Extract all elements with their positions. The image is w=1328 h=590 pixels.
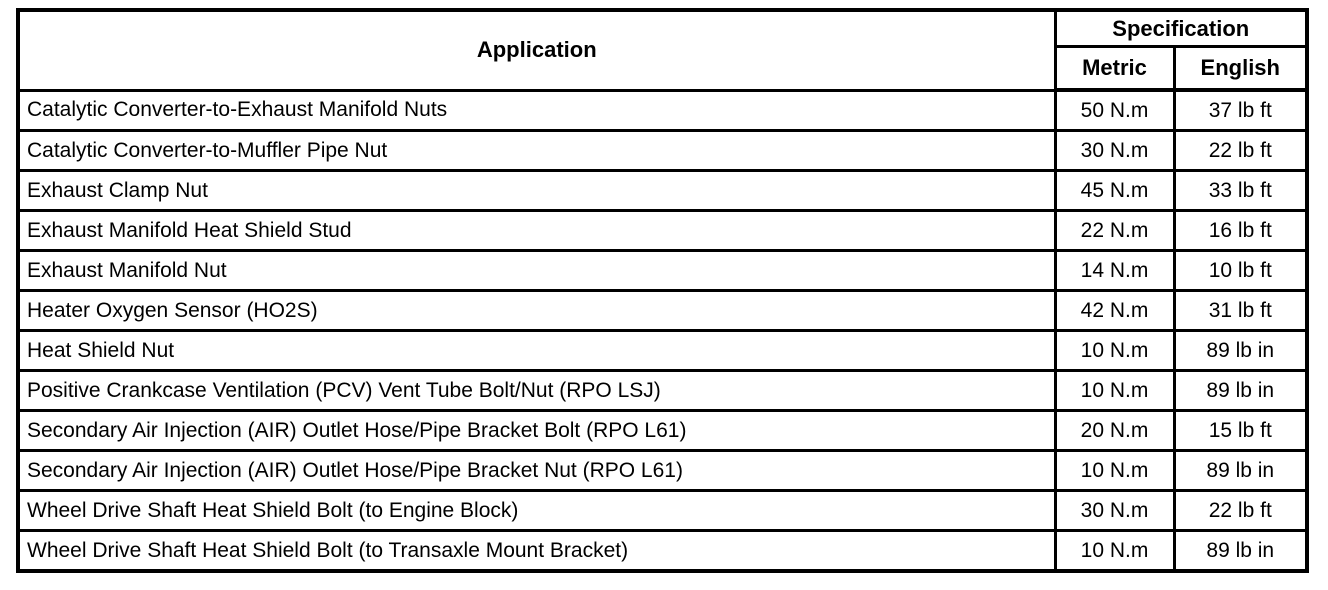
table-header <box>18 10 1307 90</box>
metric-value-cell: 42 N.m <box>1055 291 1174 331</box>
english-value-cell: 22 lb ft <box>1174 131 1307 171</box>
metric-value-cell: 22 N.m <box>1055 211 1174 251</box>
application-cell: Exhaust Manifold Heat Shield Stud <box>18 211 1055 251</box>
metric-value-cell: 10 N.m <box>1055 371 1174 411</box>
application-cell: Exhaust Manifold Nut <box>18 251 1055 291</box>
english-value-cell: 37 lb ft <box>1174 90 1307 131</box>
header-row-specification <box>18 10 1307 47</box>
metric-value-cell: 10 N.m <box>1055 531 1174 572</box>
table-row <box>18 291 1307 331</box>
table-row <box>18 211 1307 251</box>
english-value-cell: 89 lb in <box>1174 331 1307 371</box>
application-column-header: Application <box>18 10 1055 90</box>
application-cell: Heat Shield Nut <box>18 331 1055 371</box>
metric-value-cell: 10 N.m <box>1055 451 1174 491</box>
metric-value-cell: 10 N.m <box>1055 331 1174 371</box>
application-cell: Heater Oxygen Sensor (HO2S) <box>18 291 1055 331</box>
torque-specifications-table <box>16 8 1309 573</box>
table-row <box>18 331 1307 371</box>
table-row <box>18 131 1307 171</box>
metric-value-cell: 30 N.m <box>1055 491 1174 531</box>
english-value-cell: 22 lb ft <box>1174 491 1307 531</box>
metric-value-cell: 30 N.m <box>1055 131 1174 171</box>
table-row <box>18 171 1307 211</box>
english-value-cell: 10 lb ft <box>1174 251 1307 291</box>
application-cell: Exhaust Clamp Nut <box>18 171 1055 211</box>
metric-value-cell: 50 N.m <box>1055 90 1174 131</box>
english-value-cell: 33 lb ft <box>1174 171 1307 211</box>
table-row <box>18 371 1307 411</box>
english-column-header: English <box>1174 47 1307 91</box>
english-value-cell: 31 lb ft <box>1174 291 1307 331</box>
metric-column-header: Metric <box>1055 47 1174 91</box>
english-value-cell: 89 lb in <box>1174 451 1307 491</box>
table-row <box>18 451 1307 491</box>
application-cell: Positive Crankcase Ventilation (PCV) Vent Tube Bolt/Nut (RPO LSJ) <box>18 371 1055 411</box>
english-value-cell: 16 lb ft <box>1174 211 1307 251</box>
table-row <box>18 251 1307 291</box>
table-row <box>18 411 1307 451</box>
specification-column-group-header: Specification <box>1055 10 1307 47</box>
metric-value-cell: 20 N.m <box>1055 411 1174 451</box>
application-cell: Wheel Drive Shaft Heat Shield Bolt (to Engine Block) <box>18 491 1055 531</box>
application-cell: Secondary Air Injection (AIR) Outlet Hose/Pipe Bracket Bolt (RPO L61) <box>18 411 1055 451</box>
table-row <box>18 90 1307 131</box>
application-cell: Wheel Drive Shaft Heat Shield Bolt (to Transaxle Mount Bracket) <box>18 531 1055 572</box>
metric-value-cell: 14 N.m <box>1055 251 1174 291</box>
english-value-cell: 89 lb in <box>1174 371 1307 411</box>
table-row <box>18 531 1307 572</box>
table-row <box>18 491 1307 531</box>
metric-value-cell: 45 N.m <box>1055 171 1174 211</box>
application-cell: Catalytic Converter-to-Muffler Pipe Nut <box>18 131 1055 171</box>
english-value-cell: 89 lb in <box>1174 531 1307 572</box>
application-cell: Catalytic Converter-to-Exhaust Manifold Nuts <box>18 90 1055 131</box>
english-value-cell: 15 lb ft <box>1174 411 1307 451</box>
application-cell: Secondary Air Injection (AIR) Outlet Hose/Pipe Bracket Nut (RPO L61) <box>18 451 1055 491</box>
table-body <box>18 90 1307 571</box>
